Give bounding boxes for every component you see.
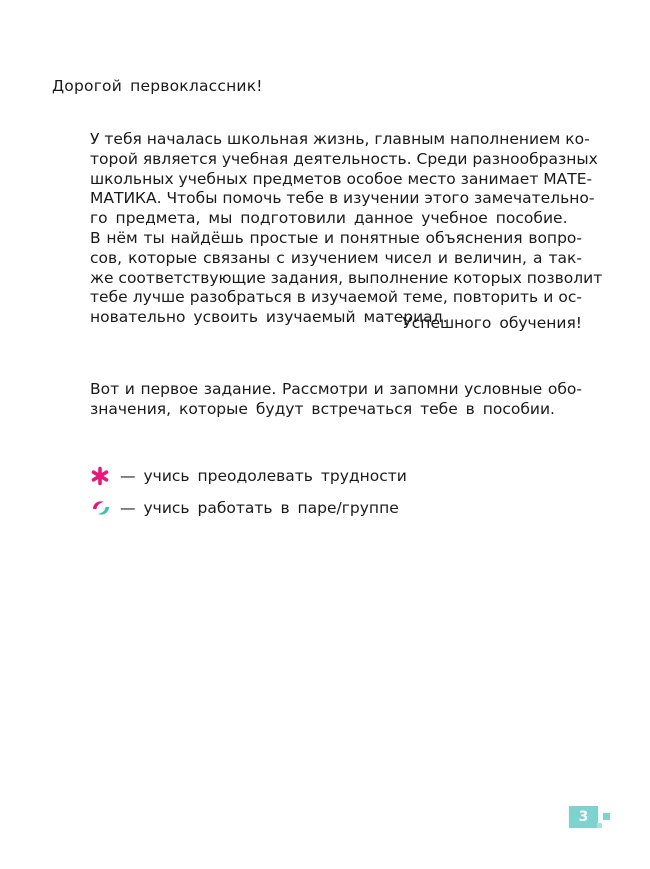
task-line: значения, которые будут встречаться тебе в пособии. (90, 400, 555, 418)
task-paragraph (90, 379, 582, 419)
intro-line: новательно усвоить изучаемый материал. (90, 308, 448, 327)
intro-line: же соответствующие задания, выполнение которых позволит (90, 268, 603, 287)
intro-line: сов, которые связаны с изучением чисел и величин, а так- (90, 248, 582, 267)
legend-item-difficulties (90, 466, 407, 486)
intro-line: школьных учебных предметов особое место занимает МАТЕ- (90, 169, 593, 188)
intro-line: торой является учебная деятельность. Среди разнообразных (90, 149, 598, 168)
legend-dash: — (120, 467, 136, 485)
legend-text: учись работать в паре/группе (143, 499, 399, 517)
legend-item-pair-work (90, 498, 399, 518)
decorative-square (597, 823, 602, 828)
wish-text: Успешного обучения! (402, 314, 582, 332)
intro-line: У тебя началась школьная жизнь, главным наполнением ко- (90, 130, 590, 148)
page-number: 3 (569, 806, 598, 828)
legend-dash: — (120, 499, 136, 517)
intro-line: МАТИКА. Чтобы помочь тебе в изучении этого замечательно- (90, 189, 595, 208)
decorative-square (603, 813, 610, 820)
task-line: Вот и первое задание. Рассмотри и запомни условные обо- (90, 380, 582, 398)
intro-line: тебе лучше разобраться в изучаемой теме, повторить и ос- (90, 288, 582, 307)
pair-work-icon (90, 498, 110, 518)
greeting: Дорогой первоклассник! (52, 77, 263, 95)
asterisk-icon (90, 466, 110, 486)
legend-text: учись преодолевать трудности (143, 467, 407, 485)
intro-line: го предмета, мы подготовили данное учебное пособие. (90, 209, 568, 228)
intro-paragraph (90, 130, 603, 328)
intro-line: В нём ты найдёшь простые и понятные объяснения вопро- (90, 228, 582, 247)
